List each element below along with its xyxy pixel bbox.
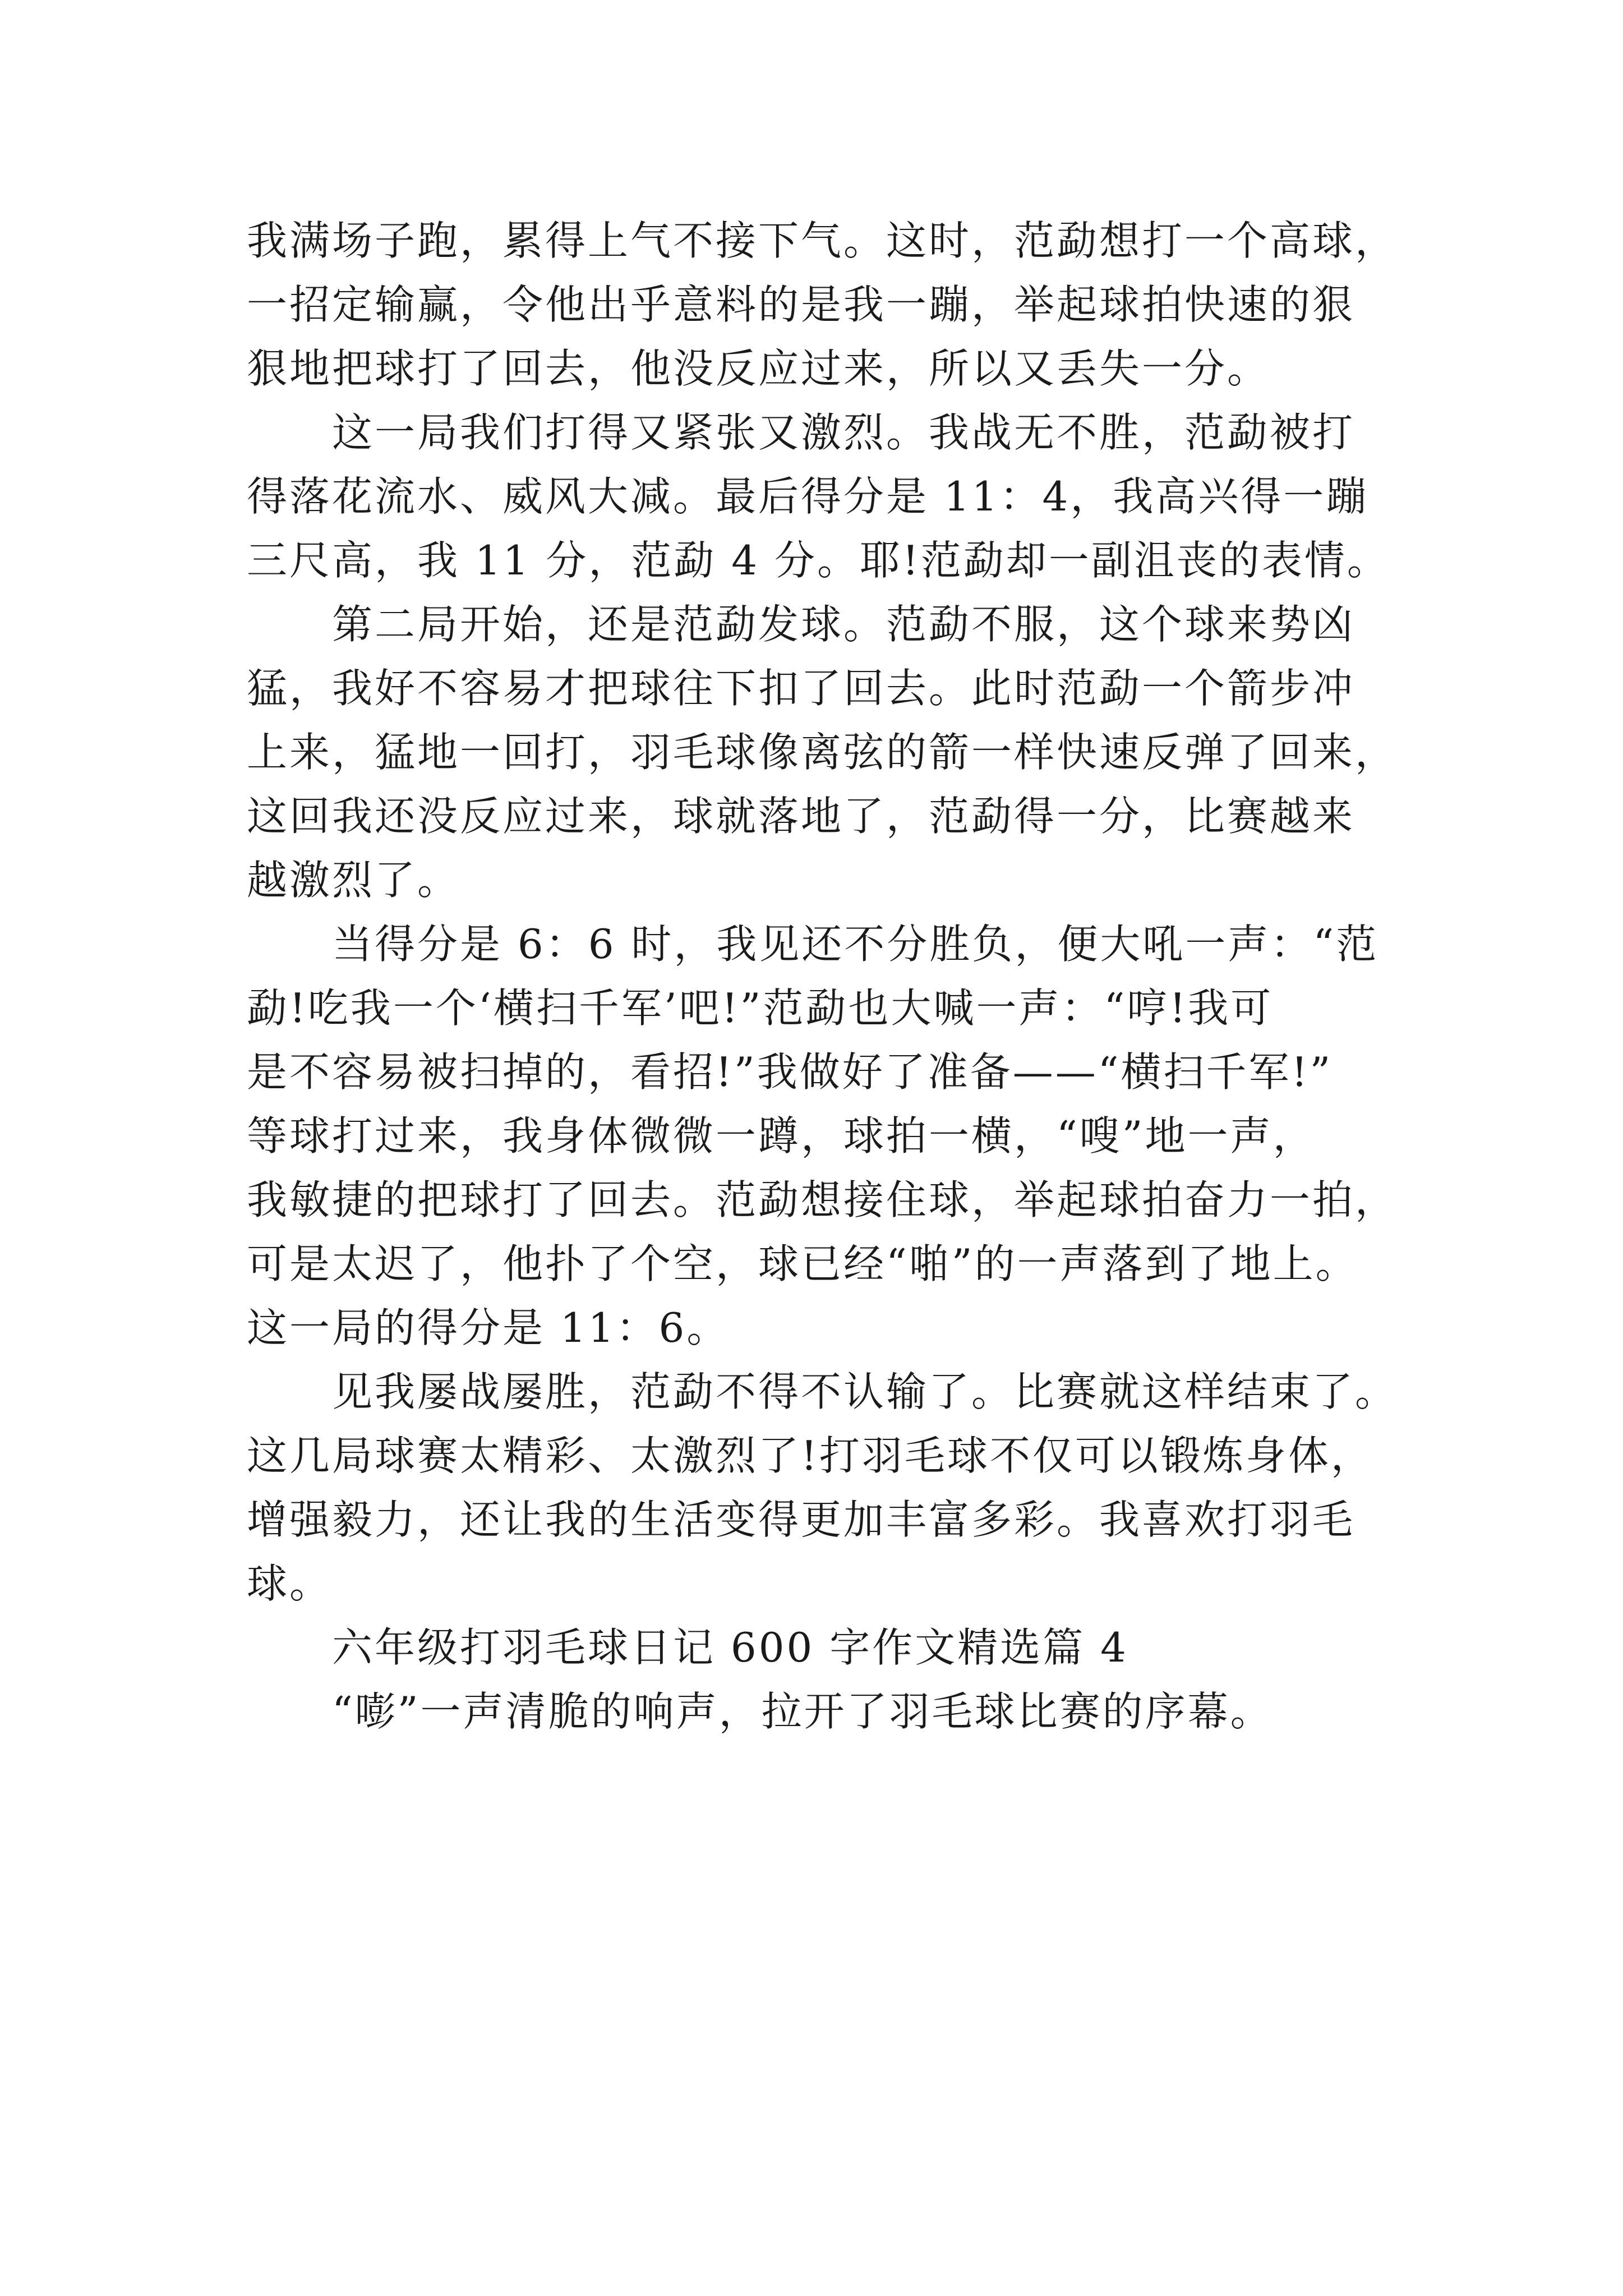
text-line: 勐!吃我一个‘横扫千军’吧!”范勐也大喊一声：“哼!我可 bbox=[247, 984, 1274, 1032]
paragraph-first-round bbox=[247, 401, 1391, 592]
text-line: 可是太迟了，他扑了个空，球已经“啪”的一声落到了地上。 bbox=[247, 1240, 1358, 1287]
text-line: 猛，我好不容易才把球往下扣了回去。此时范勐一个箭步冲 bbox=[247, 665, 1355, 712]
text-line: 见我屡战屡胜，范勐不得不认输了。比赛就这样结束了。 bbox=[332, 1368, 1398, 1415]
document-body bbox=[247, 209, 1398, 1743]
paragraph-second-round bbox=[247, 592, 1398, 912]
text-line: 这回我还没反应过来，球就落地了，范勐得一分，比赛越来 bbox=[247, 793, 1355, 840]
paragraph-six-six bbox=[247, 912, 1398, 1360]
text-line: 狠地把球打了回去，他没反应过来，所以又丢失一分。 bbox=[247, 345, 1270, 392]
text-line: 我满场子跑，累得上气不接下气。这时，范勐想打一个高球， bbox=[247, 217, 1398, 264]
text-line: 这一局我们打得又紧张又激烈。我战无不胜，范勐被打 bbox=[332, 409, 1355, 456]
text-line: “嘭”一声清脆的响声，拉开了羽毛球比赛的序幕。 bbox=[332, 1688, 1273, 1735]
paragraph-continuation bbox=[247, 209, 1398, 401]
section-heading: 六年级打羽毛球日记 600 字作文精选篇 4 bbox=[332, 1624, 1128, 1671]
paragraph-opening-chapter-4 bbox=[247, 1680, 1391, 1743]
text-line: 上来，猛地一回打，羽毛球像离弦的箭一样快速反弹了回来， bbox=[247, 729, 1398, 776]
text-line: 得落花流水、威风大减。最后得分是 11：4，我高兴得一蹦 bbox=[247, 473, 1369, 520]
text-line: 增强毅力，还让我的生活变得更加丰富多彩。我喜欢打羽毛 bbox=[247, 1496, 1355, 1543]
text-line: 我敏捷的把球打了回去。范勐想接住球，举起球拍奋力一拍， bbox=[247, 1176, 1398, 1223]
paragraph-conclusion bbox=[247, 1360, 1398, 1616]
text-line: 这一局的得分是 11：6。 bbox=[247, 1304, 730, 1351]
text-line: 当得分是 6：6 时，我见还不分胜负，便大吼一声：“范 bbox=[332, 921, 1379, 968]
text-line: 球。 bbox=[247, 1560, 333, 1607]
text-line: 这几局球赛太精彩、太激烈了!打羽毛球不仅可以锻炼身体， bbox=[247, 1432, 1373, 1479]
text-line: 越激烈了。 bbox=[247, 857, 460, 904]
text-line: 第二局开始，还是范勐发球。范勐不服，这个球来势凶 bbox=[332, 601, 1355, 648]
text-line: 一招定输赢，令他出乎意料的是我一蹦，举起球拍快速的狠 bbox=[247, 281, 1355, 328]
text-line: 三尺高，我 11 分，范勐 4 分。耶!范勐却一副沮丧的表情。 bbox=[247, 537, 1390, 584]
text-line: 是不容易被扫掉的，看招!”我做好了准备——“横扫千军!” bbox=[247, 1048, 1333, 1096]
text-line: 等球打过来，我身体微微一蹲，球拍一横，“嗖”地一声， bbox=[247, 1112, 1316, 1159]
